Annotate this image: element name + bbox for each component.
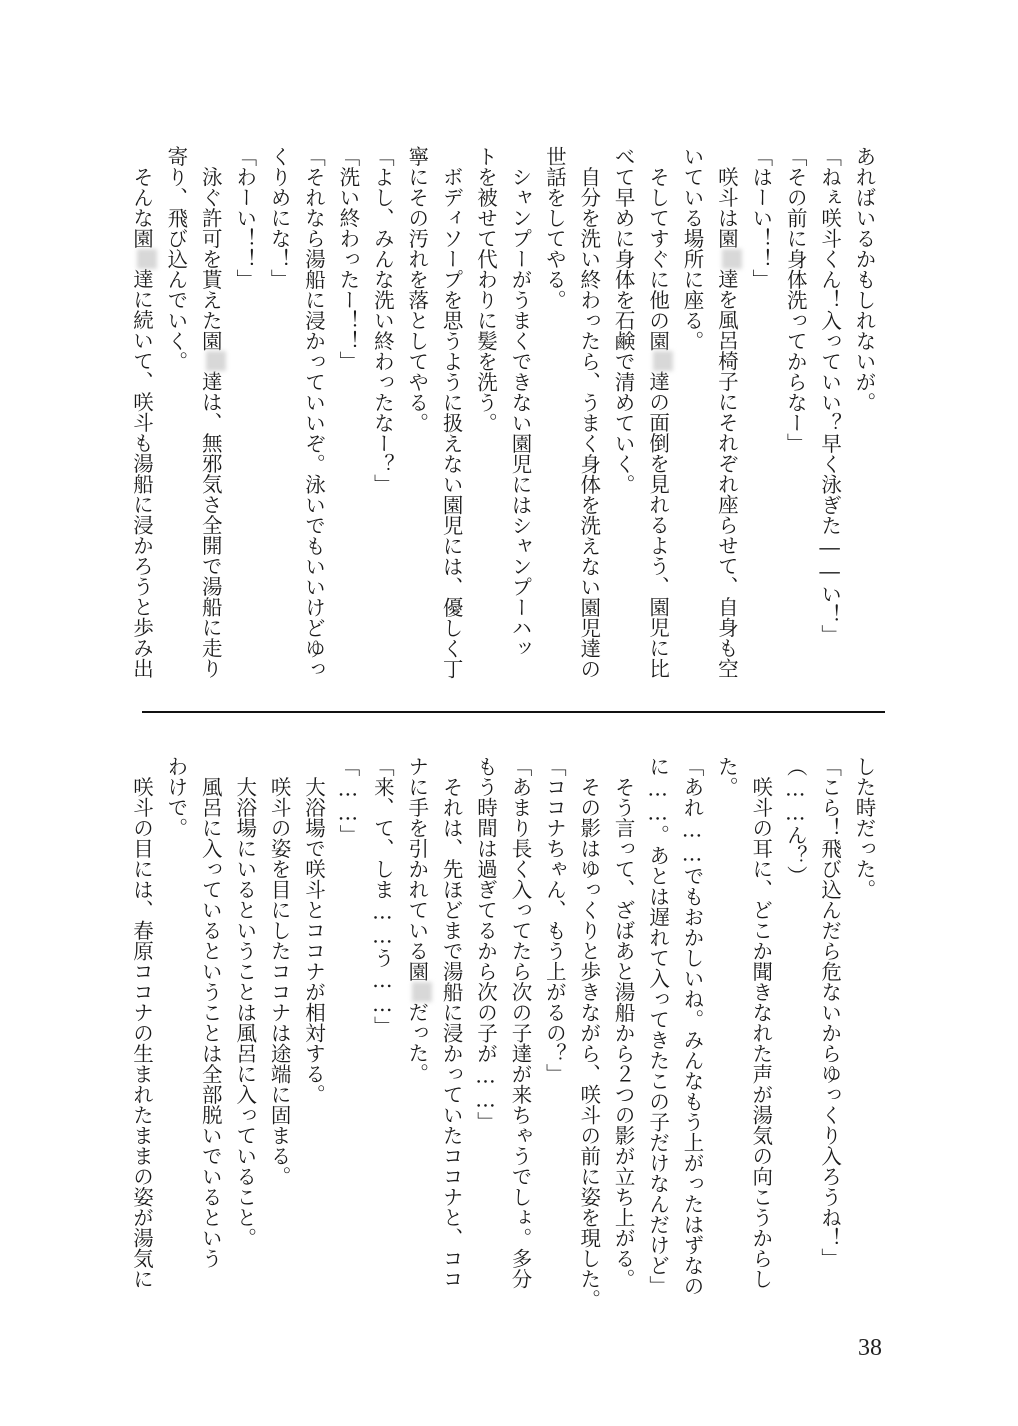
text-line xyxy=(262,146,296,686)
text-line xyxy=(778,756,812,1296)
text-segment: 大浴場で咲斗とココナが相対する。 xyxy=(301,756,326,1105)
text-segment: 「来、て、しま……う……」 xyxy=(370,756,395,1037)
text-segment: 風呂に入っているということは全部脱いでいるという xyxy=(198,756,223,1269)
text-line xyxy=(571,146,605,686)
text-line xyxy=(399,146,433,686)
text-segment: 咲斗の耳に、どこか聞きなれた声が湯気の向こうからし xyxy=(748,756,773,1289)
text-segment: 咲斗の姿を目にしたココナは途端に固まる。 xyxy=(267,756,292,1187)
text-line xyxy=(124,756,158,1296)
text-segment: 泳ぐ許可を貰えた園 xyxy=(198,146,223,351)
text-line xyxy=(606,756,640,1296)
text-segment: 「その前に身体洗ってからなー」 xyxy=(783,146,808,454)
text-line xyxy=(296,756,330,1296)
text-line xyxy=(675,146,709,686)
text-segment: いている場所に座る。 xyxy=(679,146,704,351)
text-block-bottom xyxy=(121,756,881,1310)
text-line xyxy=(847,756,881,1296)
text-line xyxy=(503,756,537,1296)
text-line xyxy=(812,146,846,686)
text-segment: シャンプーがうまくできない園児にはシャンプーハッ xyxy=(507,146,532,659)
text-segment: 「あまり長く入ってたら次の子達が来ちゃうでしょ。多分 xyxy=(507,756,532,1289)
text-segment: に……。あとは遅れて入ってきたこの子だけなんだけど」 xyxy=(645,756,670,1296)
text-line xyxy=(709,146,743,686)
text-segment: 達を風呂椅子にそれぞれ座らせて、自身も空 xyxy=(714,268,739,679)
censored-blur xyxy=(653,351,673,371)
text-line xyxy=(743,756,777,1296)
page-number: 38 xyxy=(858,1335,882,1361)
text-line xyxy=(434,146,468,686)
text-segment: トを被せて代わりに髪を洗う。 xyxy=(473,146,498,433)
text-segment: 「……」 xyxy=(335,756,360,845)
text-line xyxy=(847,146,881,686)
censored-blur xyxy=(722,249,742,269)
text-segment: 「ココナちゃん、もう上がるの？」 xyxy=(542,756,567,1084)
text-segment: ボディソープを思うように扱えない園児には、優しく丁 xyxy=(439,146,464,679)
text-segment: 「よし、みんな洗い終わったなー？」 xyxy=(370,146,395,495)
text-line xyxy=(468,146,502,686)
censored-blur xyxy=(137,249,157,269)
text-line xyxy=(709,756,743,1296)
text-segment: 寄り、飛び込んでいく。 xyxy=(163,146,188,372)
text-segment: そんな園 xyxy=(129,146,154,249)
text-line xyxy=(399,756,433,1296)
text-segment: その影はゆっくりと歩きながら、咲斗の前に姿を現した。 xyxy=(576,756,601,1310)
text-line xyxy=(503,146,537,686)
text-segment: 「はーい！！」 xyxy=(748,146,773,290)
text-segment: ナに手を引かれている園 xyxy=(404,756,429,982)
text-segment: 咲斗の目には、春原ココナの生まれたままの姿が湯気に xyxy=(129,756,154,1289)
text-line xyxy=(571,756,605,1310)
text-segment: 世話をしてやる。 xyxy=(542,146,567,310)
text-line xyxy=(640,146,674,686)
text-segment: そしてすぐに他の園 xyxy=(645,146,670,351)
text-segment: それは、先ほどまで湯船に浸かっていたココナと、ココ xyxy=(439,756,464,1289)
text-line xyxy=(743,146,777,686)
text-segment: だった。 xyxy=(404,1001,429,1084)
text-segment: 達は、無邪気さ全開で湯船に走り xyxy=(198,371,223,679)
text-segment: 「洗い終わったー！！」 xyxy=(335,146,360,372)
text-segment: 大浴場にいるということは風呂に入っていること。 xyxy=(232,756,257,1248)
text-line xyxy=(812,756,846,1296)
text-segment: そう言って、ざばあと湯船から２つの影が立ち上がる。 xyxy=(611,756,636,1289)
text-line xyxy=(468,756,502,1296)
text-segment: わけで。 xyxy=(163,756,188,838)
text-line xyxy=(193,146,227,686)
text-line xyxy=(537,146,571,686)
text-line xyxy=(365,146,399,686)
text-line xyxy=(262,756,296,1296)
text-line xyxy=(606,146,640,686)
text-segment: 寧にその汚れを落としてやる。 xyxy=(404,146,429,433)
text-segment: 「ねぇ咲斗くん！入っていい？早く泳ぎた――い！」 xyxy=(817,146,842,645)
text-segment: くりめにな！」 xyxy=(267,146,292,290)
censored-blur xyxy=(412,982,432,1002)
text-line xyxy=(296,146,330,686)
text-line xyxy=(124,146,158,686)
text-line xyxy=(158,146,192,686)
text-line xyxy=(227,146,261,686)
text-line xyxy=(675,756,709,1296)
text-segment: 自分を洗い終わったら、うまく身体を洗えない園児達の xyxy=(576,146,601,679)
text-line xyxy=(434,756,468,1296)
text-segment: 「あれ……でもおかしいね。みんなもう上がったはずなの xyxy=(679,756,704,1296)
text-block-top xyxy=(121,146,881,686)
text-segment: あればいるかもしれないが。 xyxy=(852,146,876,413)
text-line xyxy=(640,756,674,1296)
censored-blur xyxy=(206,351,226,371)
text-line xyxy=(193,756,227,1296)
section-divider xyxy=(142,711,885,713)
text-line xyxy=(158,756,192,1296)
text-line xyxy=(331,146,365,686)
text-segment: た。 xyxy=(714,756,739,797)
text-line xyxy=(778,146,812,686)
text-segment: 「こら！飛び込んだら危ないからゆっくり入ろうね！」 xyxy=(817,756,842,1269)
text-segment: べて早めに身体を石鹸で清めていく。 xyxy=(611,146,636,495)
text-line xyxy=(365,756,399,1296)
text-segment: もう時間は過ぎてるから次の子が……」 xyxy=(473,756,498,1132)
text-line xyxy=(331,756,365,1296)
text-segment: 達の面倒を見れるよう、園児に比 xyxy=(645,371,670,679)
text-segment: 「わーい！！」 xyxy=(232,146,257,290)
text-segment: （……ん？） xyxy=(783,756,808,886)
text-line xyxy=(227,756,261,1296)
text-segment: した時だった。 xyxy=(852,756,876,900)
text-segment: 達に続いて、咲斗も湯船に浸かろうと歩み出 xyxy=(129,268,154,679)
text-segment: 咲斗は園 xyxy=(714,146,739,249)
text-line xyxy=(537,756,571,1296)
text-segment: 「それなら湯船に浸かっていいぞ。泳いでもいいけどゆっ xyxy=(301,146,326,679)
